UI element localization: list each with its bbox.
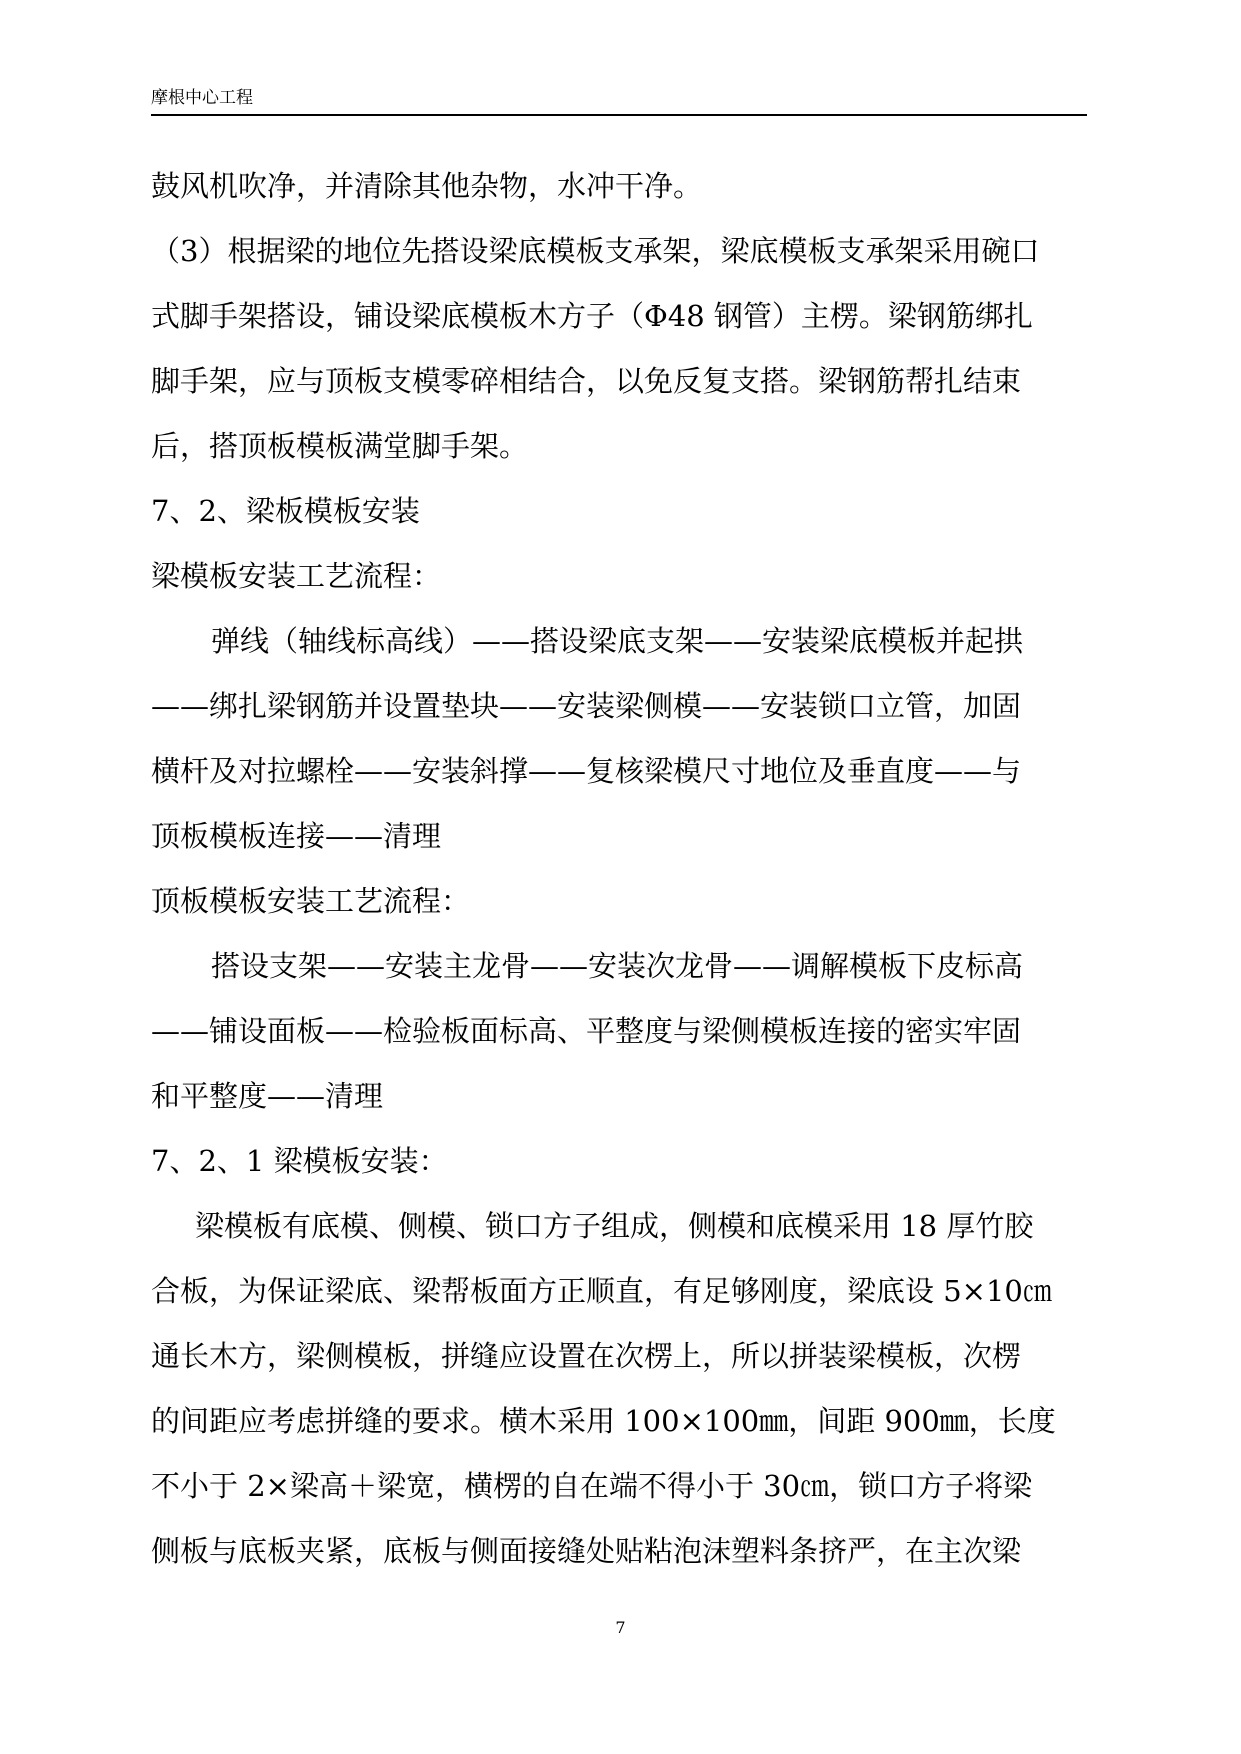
section-heading: 7、2、1 梁模板安装： xyxy=(151,1144,448,1178)
text-line: 式脚手架搭设，铺设梁底模板木方子（Φ48 钢管）主楞。梁钢筋绑扎 xyxy=(151,299,1033,333)
text-line: 梁模板有底模、侧模、锁口方子组成，侧模和底模采用 18 厚竹胶 xyxy=(195,1209,1034,1243)
text-line: 横杆及对拉螺栓——安装斜撑——复核梁模尺寸地位及垂直度——与 xyxy=(151,754,1022,788)
text-line: 的间距应考虑拼缝的要求。横木采用 100×100㎜，间距 900㎜，长度 xyxy=(151,1404,1056,1438)
text-line: 弹线（轴线标高线）——搭设梁底支架——安装梁底模板并起拱 xyxy=(211,624,1024,658)
section-heading: 7、2、梁板模板安装 xyxy=(151,494,420,528)
subsection-label: 梁模板安装工艺流程： xyxy=(151,559,442,593)
text-line: 通长木方，梁侧模板，拼缝应设置在次楞上，所以拼装梁模板，次楞 xyxy=(151,1339,1022,1373)
text-line: 鼓风机吹净，并清除其他杂物，水冲干净。 xyxy=(151,169,703,203)
text-line: （3）根据梁的地位先搭设梁底模板支承架，梁底模板支承架采用碗口 xyxy=(151,234,1040,268)
text-line: 搭设支架——安装主龙骨——安装次龙骨——调解模板下皮标高 xyxy=(211,949,1024,983)
text-line: 侧板与底板夹紧，底板与侧面接缝处贴粘泡沫塑料条挤严，在主次梁 xyxy=(151,1534,1022,1568)
text-line: 顶板模板连接——清理 xyxy=(151,819,442,853)
page-header xyxy=(151,88,1087,116)
text-line: 脚手架，应与顶板支模零碎相结合，以免反复支搭。梁钢筋帮扎结束 xyxy=(151,364,1022,398)
text-line: ——铺设面板——检验板面标高、平整度与梁侧模板连接的密实牢固 xyxy=(151,1014,1022,1048)
text-line: ——绑扎梁钢筋并设置垫块——安装梁侧模——安装锁口立管，加固 xyxy=(151,689,1022,723)
document-body xyxy=(151,154,1091,1584)
page-number: 7 xyxy=(615,1618,626,1637)
header-title: 摩根中心工程 xyxy=(151,88,253,108)
text-line: 后，搭顶板模板满堂脚手架。 xyxy=(151,429,529,463)
text-line: 不小于 2×梁高＋梁宽，横楞的自在端不得小于 30㎝，锁口方子将梁 xyxy=(151,1469,1033,1503)
text-line: 合板，为保证梁底、梁帮板面方正顺直，有足够刚度，梁底设 5×10㎝ xyxy=(151,1274,1052,1308)
subsection-label: 顶板模板安装工艺流程： xyxy=(151,884,471,918)
text-line: 和平整度——清理 xyxy=(151,1079,384,1113)
